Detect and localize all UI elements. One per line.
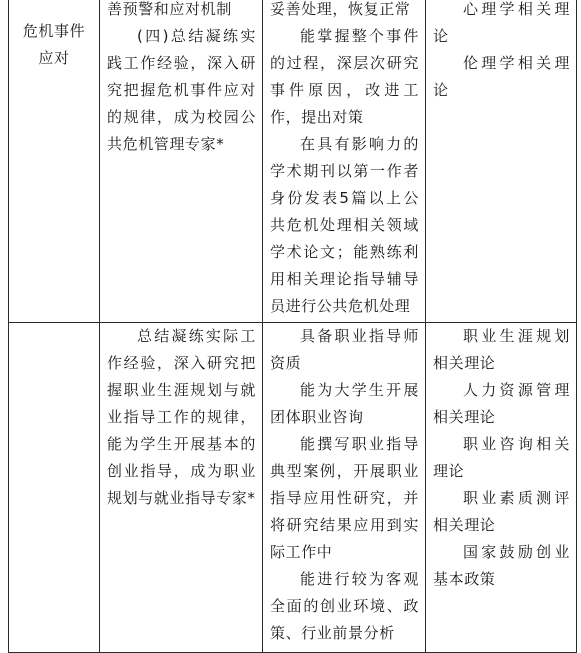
table-row <box>9 323 577 653</box>
content-paragraph: 总结凝练实际工作经验，深入研究把握职业生涯规划与就业指导工作的规律，能为学生开展基本的创业指导，成为职业规划与就业指导专家* <box>107 327 256 507</box>
ability-paragraph: 妥善处理，恢复正常 <box>270 0 411 18</box>
knowledge-item: 人力资源管理相关理论 <box>433 381 570 426</box>
content-cell <box>100 323 263 653</box>
content-paragraph: 善预警和应对机制 <box>107 0 232 18</box>
table-row <box>9 0 577 323</box>
category-cell <box>9 0 100 323</box>
standards-table <box>8 0 577 653</box>
abilities-cell <box>263 323 426 653</box>
knowledge-cell <box>426 0 577 323</box>
content-cell <box>100 0 263 323</box>
knowledge-item: 伦理学相关理论 <box>433 54 570 99</box>
knowledge-item: 职业咨询相关理论 <box>433 435 570 480</box>
ability-paragraph: 具备职业指导师资质 <box>270 327 419 372</box>
ability-paragraph: 能撰写职业指导典型案例，开展职业指导应用性研究，并将研究结果应用到实际工作中 <box>270 435 419 561</box>
abilities-cell <box>263 0 426 323</box>
ability-paragraph: 在具有影响力的学术期刊以第一作者身份发表5篇以上公共危机处理相关领域学术论文；能熟练利用相关理论指导辅导员进行公共危机处理 <box>270 135 419 315</box>
knowledge-item: 职业生涯规划相关理论 <box>433 327 570 372</box>
knowledge-item: 职业素质测评相关理论 <box>433 489 570 534</box>
knowledge-item: 国家鼓励创业基本政策 <box>433 543 570 588</box>
ability-paragraph: 能进行较为客观全面的创业环境、政策、行业前景分析 <box>270 570 419 642</box>
ability-paragraph: 能掌握整个事件的过程，深层次研究事件原因，改进工作，提出对策 <box>270 27 419 126</box>
content-paragraph: (四)总结凝练实践工作经验，深入研究把握危机事件应对的规律，成为校园公共危机管理专家* <box>107 27 256 153</box>
ability-paragraph: 能为大学生开展团体职业咨询 <box>270 381 419 426</box>
knowledge-cell <box>426 323 577 653</box>
category-label: 危机事件应对 <box>22 22 86 67</box>
knowledge-item: 心理学相关理论 <box>433 0 570 45</box>
category-cell <box>9 323 100 653</box>
